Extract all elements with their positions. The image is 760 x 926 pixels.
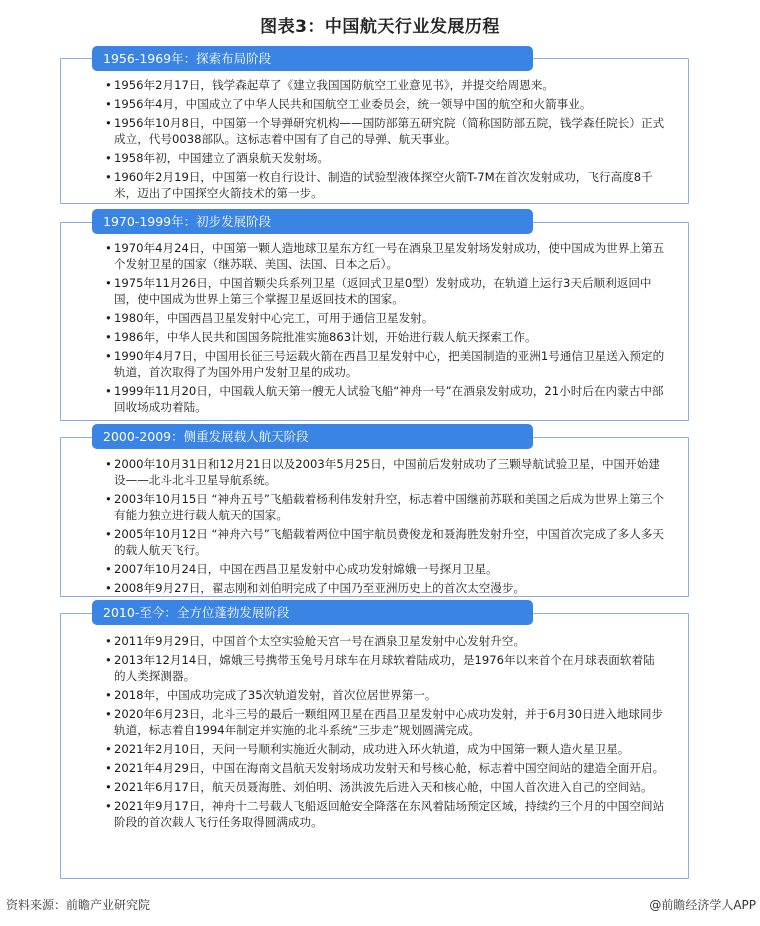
list-item: • 1975年11月26日，中国首颗尖兵系列卫星（返回式卫星0型）发射成功，在轨道上运行3天后顺利返回中国，使中国成为世界上第三个掌握卫星返回技术的国家。 xyxy=(105,276,652,306)
bullet-icon: • xyxy=(105,688,112,702)
bullet-icon: • xyxy=(105,527,112,541)
credit-note: @前瞻经济学人APP xyxy=(649,898,756,912)
section-items-2000-2009 xyxy=(105,456,665,599)
list-item: • 1970年4月24日，中国第一颗人造地球卫星东方红一号在酒泉卫星发射场发射成功，使中国成为世界上第五个发射卫星的国家（继苏联、美国、法国、日本之后）。 xyxy=(105,241,665,271)
bullet-icon: • xyxy=(105,492,112,506)
section-items-1970-1999 xyxy=(105,240,665,418)
bullet-icon: • xyxy=(105,581,112,595)
section-header-2010-present: 2010-至今：全方位蓬勃发展阶段 xyxy=(92,600,533,625)
list-item: • 1990年4月7日，中国用长征三号运载火箭在西昌卫星发射中心，把美国制造的亚洲1号通信卫星送入预定的轨道，首次取得了为国外用户发射卫星的成功。 xyxy=(105,349,665,379)
list-item: • 2007年10月24日，中国在西昌卫星发射中心成功发射嫦娥一号探月卫星。 xyxy=(105,562,498,576)
bullet-icon: • xyxy=(105,151,112,165)
bullet-icon: • xyxy=(105,170,112,184)
list-item: • 2020年6月23日，北斗三号的最后一颗组网卫星在西昌卫星发射中心成功发射，并于6月30日进入地球同步轨道，标志着自1994年制定并实施的北斗系统“三步走”规划圆满完成。 xyxy=(105,707,664,737)
section-header-1956-1969: 1956-1969年：探索布局阶段 xyxy=(92,46,533,71)
list-item: • 2013年12月14日，嫦娥三号携带玉兔号月球车在月球软着陆成功，是1976年以来首个在月球表面软着陆的人类探测器。 xyxy=(105,653,655,683)
bullet-icon: • xyxy=(105,97,112,111)
list-item: • 1956年2月17日，钱学森起草了《建立我国国防航空工业意见书》，并提交给周恩来。 xyxy=(105,78,555,92)
list-item: • 1956年4月，中国成立了中华人民共和国航空工业委员会，统一领导中国的航空和火箭事业。 xyxy=(105,97,592,111)
bullet-icon: • xyxy=(105,634,112,648)
bullet-icon: • xyxy=(105,653,112,667)
list-item: • 2021年6月17日，航天员聂海胜、刘伯明、汤洪波先后进入天和核心舱，中国人首次进入自己的空间站。 xyxy=(105,780,653,794)
bullet-icon: • xyxy=(105,457,112,471)
list-item: • 1980年，中国西昌卫星发射中心完工，可用于通信卫星发射。 xyxy=(105,311,434,325)
list-item: • 2021年9月17日，神舟十二号载人飞船返回舱安全降落在东风着陆场预定区域，持续约三个月的中国空间站阶段的首次载人飞行任务取得圆满成功。 xyxy=(105,799,665,829)
bullet-icon: • xyxy=(105,799,112,813)
list-item: • 1999年11月20日，中国载人航天第一艘无人试验飞船“神舟一号”在酒泉发射成功，21小时后在内蒙古中部回收场成功着陆。 xyxy=(105,384,664,414)
list-item: • 2011年9月29日，中国首个太空实验舱天宫一号在酒泉卫星发射中心发射升空。 xyxy=(105,634,526,648)
list-item: • 2003年10月15日 “神舟五号”飞船载着杨利伟发射升空，标志着中国继前苏联和美国之后成为世界上第三个有能力独立进行载人航天的国家。 xyxy=(105,492,665,522)
list-item: • 2008年9月27日，翟志刚和刘伯明完成了中国乃至亚洲历史上的首次太空漫步。 xyxy=(105,581,526,595)
bullet-icon: • xyxy=(105,349,112,363)
source-note: 资料来源：前瞻产业研究院 xyxy=(6,898,151,912)
section-header-2000-2009: 2000-2009：侧重发展载人航天阶段 xyxy=(92,424,533,449)
list-item: • 2018年，中国成功完成了35次轨道发射，首次位居世界第一。 xyxy=(105,688,437,702)
list-item: • 1986年，中华人民共和国国务院批准实施863计划，开始进行载人航天探索工作。 xyxy=(105,330,537,344)
bullet-icon: • xyxy=(105,780,112,794)
bullet-icon: • xyxy=(105,116,112,130)
bullet-icon: • xyxy=(105,311,112,325)
bullet-icon: • xyxy=(105,330,112,344)
list-item: • 2005年10月12日 “神舟六号”飞船载着两位中国宇航员费俊龙和聂海胜发射升空，中国首次完成了多人多天的载人航天飞行。 xyxy=(105,527,665,557)
section-items-1956-1969 xyxy=(105,77,665,204)
section-items-2010-present xyxy=(105,633,665,833)
list-item: • 1958年初，中国建立了酒泉航天发射场。 xyxy=(105,151,330,165)
list-item: • 1956年10月8日，中国第一个导弹研究机构——国防部第五研究院（简称国防部五院，钱学森任院长）正式成立，代号0038部队。这标志着中国有了自己的导弹、航天事业。 xyxy=(105,116,665,146)
page-title: 图表3：中国航天行业发展历程 xyxy=(260,17,500,37)
bullet-icon: • xyxy=(105,562,112,576)
list-item: • 1960年2月19日，中国第一枚自行设计、制造的试验型液体探空火箭T-7M在首次发射成功，飞行高度8千米，迈出了中国探空火箭技术的第一步。 xyxy=(105,170,653,200)
bullet-icon: • xyxy=(105,241,112,255)
list-item: • 2000年10月31日和12月21日以及2003年5月25日，中国前后发射成功了三颗导航试验卫星，中国开始建设——北斗北斗卫星导航系统。 xyxy=(105,457,660,487)
bullet-icon: • xyxy=(105,742,112,756)
section-header-1970-1999: 1970-1999年：初步发展阶段 xyxy=(92,209,533,234)
bullet-icon: • xyxy=(105,78,112,92)
bullet-icon: • xyxy=(105,761,112,775)
bullet-icon: • xyxy=(105,276,112,290)
list-item: • 2021年4月29日，中国在海南文昌航天发射场成功发射天和号核心舱，标志着中国空间站的建造全面开启。 xyxy=(105,761,665,775)
list-item: • 2021年2月10日，天问一号顺利实施近火制动，成功进入环火轨道，成为中国第一颗人造火星卫星。 xyxy=(105,742,630,756)
bullet-icon: • xyxy=(105,707,112,721)
bullet-icon: • xyxy=(105,384,112,398)
